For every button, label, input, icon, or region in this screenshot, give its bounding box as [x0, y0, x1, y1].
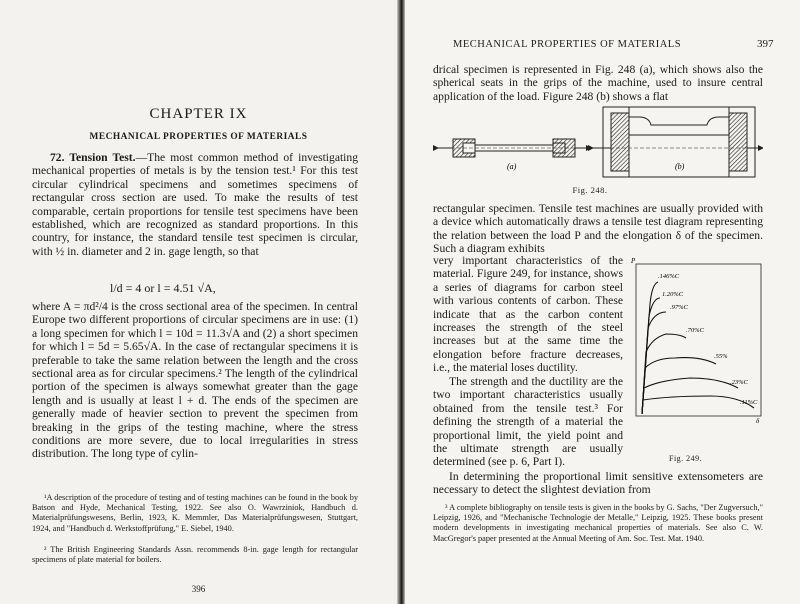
paragraph-strength-ductility: The strength and the ductility are the two important characteristics usually obtained from the tensile test.³ For defining the strength of a material the proportional limit, the yield point and the ultimate strength are usually determined (see p. 6, Part I).	[433, 375, 623, 469]
fig249-axis-p: P	[631, 257, 636, 265]
paragraph-proportional-limit: In determining the proportional limit sensitive extensometers are necessary to detect the slightest deviation from	[433, 470, 763, 497]
curve-label-011: .11%C	[740, 399, 758, 406]
fig248-label-b: (b)	[675, 162, 685, 171]
paragraph-tensile-machines: rectangular specimen. Tensile test machines are usually provided with a device which automatically draws a tensile test diagram representing the relation between the load P and the elongation δ of the specimen. Such a diagram exhibits	[433, 202, 763, 256]
chapter-title: MECHANICAL PROPERTIES OF MATERIALS	[89, 132, 308, 142]
fig249-caption: Fig. 249.	[669, 454, 703, 463]
curve-label-097: .97%C	[670, 304, 688, 311]
chapter-number: CHAPTER IX	[149, 106, 248, 122]
footnote-1: ¹A description of the procedure of testing and of testing machines can be found in the book by Batson and Hyde, Mechanical Testing, 1922. See also O. Wawrziniok, Handbuch d. Materialprüfungswesens, Berlin, 1923, K. Memmler, Das Materialprüfungswesen, Stuttgart, 1924, and "Handbuch d. Werkstoffprüfung," E. Siebel, 1940.	[32, 493, 358, 533]
left-page	[0, 0, 397, 604]
paragraph-specimens: where A = πd²/4 is the cross sectional area of the specimen. In central Europe two different proportions of circular specimens are in use: (1) a long specimen for which l = 10d = 11.3√A and (2) a short specimen for which l = 5d = 5.65√A. In the case of rectangular specimens it is preferable to take the same relation between the length and the cross sectional area as for circular specimens.² The length of the cylindrical portion of the specimen is always somewhat greater than the gage length and is usually at least l + d. The ends of the specimen are generally made of heavier section to prevent the specimen from breaking in the grips of the testing machine, where the stress conditions are more severe, due to local irregularities in stress distribution. The long type of cylin-	[32, 300, 358, 461]
fig248a-specimen	[433, 139, 595, 157]
curve-label-023: .23%C	[730, 379, 748, 386]
figure-249	[630, 254, 768, 426]
curve-label-146: .146%C	[658, 273, 680, 280]
curve-label-070: .70%C	[686, 327, 704, 334]
fig248-label-a: (a)	[507, 162, 517, 171]
curve-055	[642, 358, 716, 414]
curve-011	[642, 396, 754, 414]
curve-label-120: 1.20%C	[662, 291, 684, 298]
fig249-axis-delta: δ	[756, 417, 760, 425]
footnote-2: ² The British Engineering Standards Assn. recommends 8-in. gage length for rectangular specimens of plate material for boilers.	[32, 545, 358, 565]
footnote-3: ³ A complete bibliography on tensile tests is given in the books by G. Sachs, "Der Zugversuch," Leipzig, 1926, and "Mechanische Technologie der Metalle," Leipzig, 1925. These books present modern developments in investigating mechanical properties of materials. See also C. W. MacGregor's paper presented at the Annual Meeting of Am. Soc. Test. Mat. 1940.	[433, 503, 763, 543]
curve-146	[642, 282, 658, 414]
running-head: MECHANICAL PROPERTIES OF MATERIALS	[453, 39, 682, 50]
book-gutter	[397, 0, 405, 604]
fig248-caption: Fig. 248.	[572, 185, 608, 195]
paragraph-tension-test	[32, 151, 358, 258]
equation: l/d = 4 or l = 4.51 √A,	[110, 281, 216, 295]
section-heading: 72. Tension Test.	[50, 151, 136, 164]
paragraph-fig249: very important characteristics of the material. Figure 249, for instance, shows a series of diagrams for carbon steel with various contents of carbon. These indicate that as the carbon content increases the strength of the steel increases but at the same time the elongation before fracture decreases, i.e., the material loses ductility.	[433, 254, 623, 375]
right-page	[405, 0, 800, 604]
figure-248	[433, 103, 763, 183]
curve-label-055: .55%	[714, 353, 728, 360]
page-number-left: 396	[191, 584, 206, 594]
paragraph-tension-test-text: —The most common method of investigating mechanical properties of metals is by the tension test.¹ For this test circular cylindrical specimens and sometimes specimens of rectangular cross section are used. To make the results of test comparable, certain proportions for tensile test specimens have been established, which are recognized as standard proportions. In this country, for instance, the standard tensile test specimen is circular, with ½ in. diameter and 2 in. gage length, so that	[32, 151, 359, 258]
curve-120	[642, 298, 660, 414]
curve-070	[642, 334, 686, 414]
page-number-right: 397	[757, 38, 774, 50]
paragraph-fig248-intro: drical specimen is represented in Fig. 248 (a), which shows also the spherical seats in the grips of the machine, used to insure central application of the load. Figure 248 (b) shows a flat	[433, 63, 763, 103]
